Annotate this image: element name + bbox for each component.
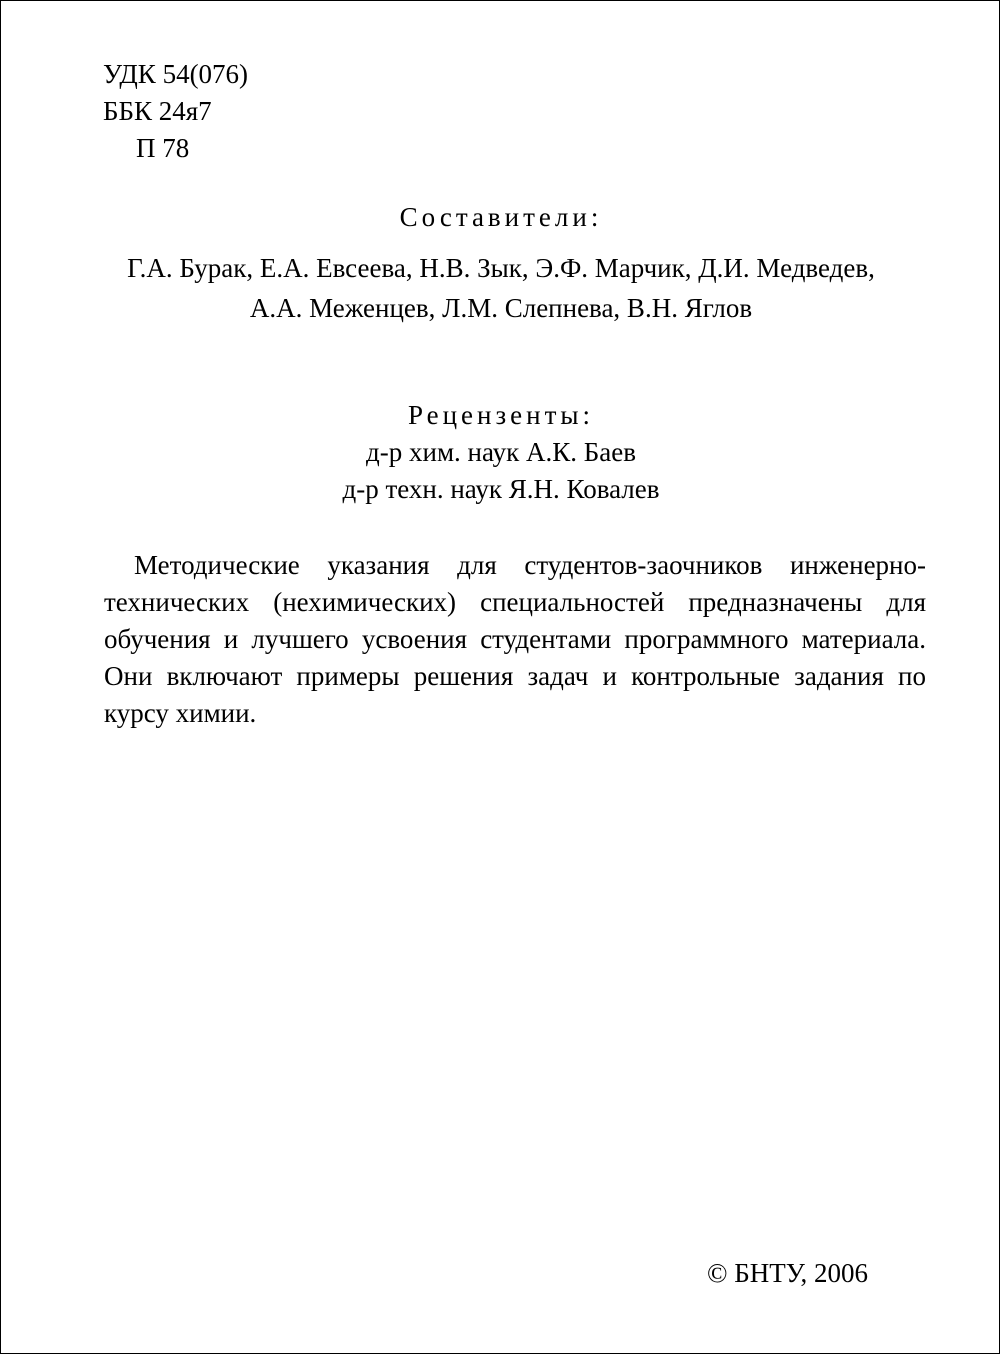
author-mark: П 78 — [136, 133, 190, 163]
reviewer-2: д-р техн. наук Я.Н. Ковалев — [342, 474, 660, 504]
copyright-line: © БНТУ, 2006 — [707, 1258, 868, 1288]
annotation-paragraph: Методические указания для студентов-заочников инженерно-технических (нехимических) специальностей предназначены для обучения и лучшего усвоения студентами программного материала. Они включают примеры решения задач и контрольные задания по курсу химии. — [104, 550, 926, 728]
reviewer-1: д-р хим. наук А.К. Баев — [366, 437, 636, 467]
udk-code: УДК 54(076) — [103, 59, 249, 89]
compilers-line-2: А.А. Меженцев, Л.М. Слепнева, В.Н. Яглов — [249, 293, 753, 323]
bbk-code: ББК 24я7 — [103, 96, 212, 126]
compilers-heading: Составители: — [399, 202, 603, 232]
classification-codes — [103, 58, 248, 169]
compilers-line-1: Г.А. Бурак, Е.А. Евсеева, Н.В. Зык, Э.Ф. Марчик, Д.И. Медведев, — [127, 253, 875, 283]
reviewers-block — [1, 399, 1000, 510]
reviewers-heading: Рецензенты: — [407, 400, 595, 430]
compilers-list — [1, 252, 1000, 332]
